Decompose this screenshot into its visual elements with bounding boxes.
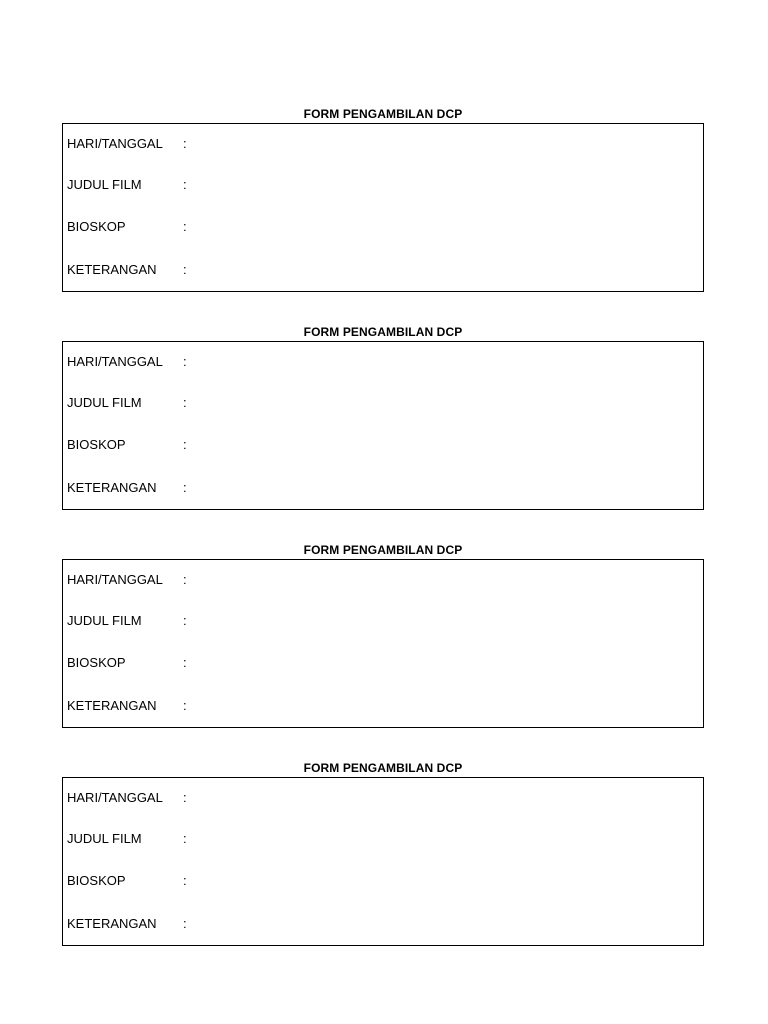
field-separator: :: [183, 262, 187, 277]
field-separator: :: [183, 136, 187, 151]
field-label: KETERANGAN: [67, 698, 157, 713]
field-label: KETERANGAN: [67, 480, 157, 495]
field-separator: :: [183, 790, 187, 805]
form-title: FORM PENGAMBILAN DCP: [303, 543, 463, 557]
field-label: BIOSKOP: [67, 873, 126, 888]
field-label: BIOSKOP: [67, 219, 126, 234]
form-box: [62, 559, 704, 728]
field-separator: :: [183, 572, 187, 587]
form-title: FORM PENGAMBILAN DCP: [303, 107, 463, 121]
field-label: HARI/TANGGAL: [67, 354, 163, 369]
field-label: BIOSKOP: [67, 655, 126, 670]
field-label: HARI/TANGGAL: [67, 790, 163, 805]
field-separator: :: [183, 698, 187, 713]
field-separator: :: [183, 354, 187, 369]
field-label: JUDUL FILM: [67, 395, 142, 410]
field-label: JUDUL FILM: [67, 177, 142, 192]
form-box: [62, 123, 704, 292]
field-label: HARI/TANGGAL: [67, 136, 163, 151]
field-separator: :: [183, 437, 187, 452]
form-title: FORM PENGAMBILAN DCP: [303, 761, 463, 775]
field-label: KETERANGAN: [67, 262, 157, 277]
field-separator: :: [183, 613, 187, 628]
field-label: JUDUL FILM: [67, 831, 142, 846]
field-separator: :: [183, 831, 187, 846]
form-title: FORM PENGAMBILAN DCP: [303, 325, 463, 339]
field-label: KETERANGAN: [67, 916, 157, 931]
field-separator: :: [183, 655, 187, 670]
field-label: JUDUL FILM: [67, 613, 142, 628]
form-box: [62, 777, 704, 946]
field-separator: :: [183, 480, 187, 495]
field-label: HARI/TANGGAL: [67, 572, 163, 587]
field-separator: :: [183, 916, 187, 931]
field-label: BIOSKOP: [67, 437, 126, 452]
field-separator: :: [183, 873, 187, 888]
field-separator: :: [183, 395, 187, 410]
field-separator: :: [183, 219, 187, 234]
form-box: [62, 341, 704, 510]
field-separator: :: [183, 177, 187, 192]
